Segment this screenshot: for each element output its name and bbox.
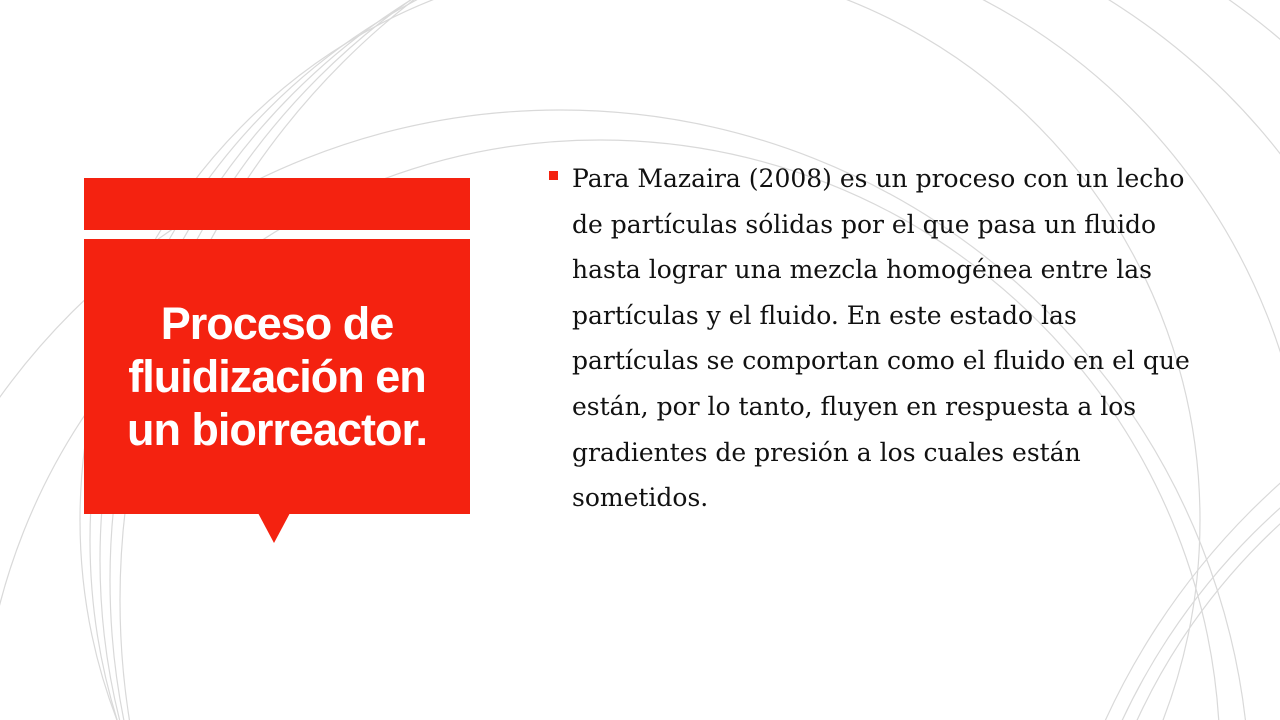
slide-title: Proceso de fluidización en un biorreactor. — [126, 298, 428, 455]
square-bullet-icon — [549, 171, 558, 180]
title-accent-bar — [84, 178, 470, 230]
bullet-item — [546, 156, 1206, 521]
title-box — [84, 239, 470, 514]
bullet-text: Para Mazaira (2008) es un proceso con un lecho de partículas sólidas por el que pasa un fluido hasta lograr una mezcla homogénea entre las partículas y el fluido. En este estado las partículas se comportan como el fluido en el que están, por lo tanto, fluyen en respuesta a los gradientes de presión a los cuales están sometidos. — [572, 164, 1190, 513]
title-pointer — [258, 513, 290, 543]
content-area — [546, 156, 1206, 521]
